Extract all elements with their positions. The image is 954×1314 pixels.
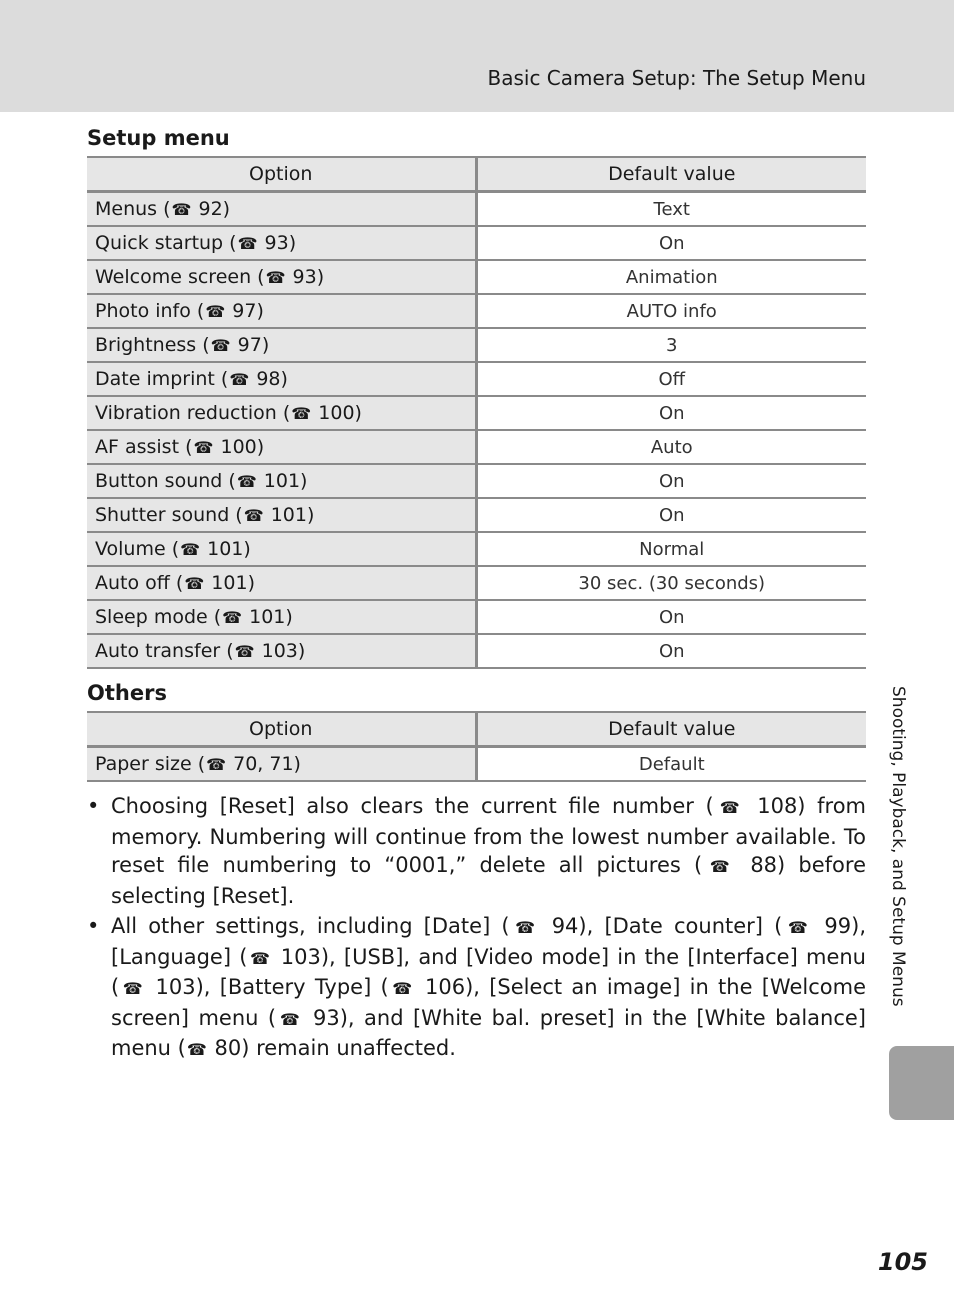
option-cell [87,192,476,227]
page-ref-icon: ☎ [222,608,243,627]
option-name: Vibration reduction ( [95,402,291,424]
option-name: Photo info ( [95,300,205,322]
default-value-cell: On [476,498,866,532]
option-cell [87,226,476,260]
option-name: Shutter sound ( [95,504,243,526]
table-row [87,396,866,430]
option-name: Button sound ( [95,470,236,492]
note-text: All other settings, including [Date] ( [111,914,510,938]
option-page-ref: 103) [255,640,306,662]
note-item [87,912,866,1065]
option-page-ref: 101) [257,470,308,492]
section-thumb-tab [889,1046,954,1120]
option-name: Paper size ( [95,753,206,775]
page-ref-icon: ☎ [265,268,286,287]
table-row [87,634,866,668]
table-header-row [87,157,866,192]
notes-list [87,792,866,1065]
page-ref-icon: ☎ [389,979,415,998]
default-value-cell: On [476,226,866,260]
page-ref-icon: ☎ [206,755,227,774]
page-content [87,124,866,1067]
option-name: Sleep mode ( [95,606,222,628]
option-page-ref: 101) [243,606,293,628]
note-text: 99), [Language] ( [111,914,867,969]
page-ref-icon: ☎ [703,857,737,876]
option-cell [87,396,476,430]
default-value-cell: 30 sec. (30 seconds) [476,566,866,600]
table-row [87,226,866,260]
table-row [87,464,866,498]
page-ref-icon: ☎ [229,370,250,389]
setup-menu-table [87,156,866,669]
note-text: 103), [Battery Type] ( [146,975,389,999]
table-row [87,532,866,566]
default-value-cell: On [476,464,866,498]
column-header-default: Default value [476,157,866,192]
table-row [87,328,866,362]
header-band [0,0,954,112]
page-ref-icon: ☎ [236,472,257,491]
note-text: Choosing [Reset] also clears the current file number ( [111,794,714,818]
running-header: Basic Camera Setup: The Setup Menu [487,66,866,90]
page-ref-icon: ☎ [243,506,264,525]
page-ref-icon: ☎ [234,642,255,661]
default-value-cell: 3 [476,328,866,362]
option-page-ref: 101) [201,538,251,560]
table-row [87,362,866,396]
option-cell [87,566,476,600]
others-heading: Others [87,681,167,705]
option-name: Date imprint ( [95,368,229,390]
page-ref-icon: ☎ [237,234,258,253]
note-text: 94), [Date counter] ( [540,914,783,938]
default-value-cell: Text [476,192,866,227]
option-page-ref: 97) [231,334,270,356]
option-cell [87,532,476,566]
option-cell [87,747,476,782]
page-ref-icon: ☎ [248,948,272,968]
page-ref-icon: ☎ [193,438,214,457]
note-text: 108) from memory. Numbering will continue from the lowest number available. To reset file numbering to “0001,” delete all pictures ( [111,794,866,877]
option-name: AF assist ( [95,436,193,458]
page-ref-icon: ☎ [171,200,192,219]
option-cell [87,634,476,668]
option-name: Menus ( [95,198,171,220]
page-ref-icon: ☎ [291,404,312,423]
option-cell [87,362,476,396]
option-cell [87,294,476,328]
page-ref-icon: ☎ [277,1009,303,1029]
page-ref-icon: ☎ [120,979,146,998]
default-value-cell: On [476,634,866,668]
page-ref-icon: ☎ [180,540,201,559]
default-value-cell: On [476,600,866,634]
note-text: 103), [USB], and [Video mode] in the [Interface] menu ( [111,944,866,999]
option-page-ref: 93) [258,232,297,254]
page-ref-icon: ☎ [714,798,745,817]
setup-table-body [87,192,866,669]
page-ref-icon: ☎ [184,574,205,593]
default-value-cell: AUTO info [476,294,866,328]
option-name: Volume ( [95,538,180,560]
note-text: 88) before selecting [Reset]. [111,853,866,908]
option-page-ref: 92) [192,198,231,220]
page-ref-icon: ☎ [783,918,813,937]
note-item [87,792,866,910]
table-header-row [87,712,866,747]
page-ref-icon: ☎ [186,1040,207,1059]
option-name: Auto transfer ( [95,640,234,662]
table-row [87,192,866,227]
option-cell [87,464,476,498]
option-cell [87,498,476,532]
option-page-ref: 93) [286,266,325,288]
others-table [87,711,866,782]
column-header-default: Default value [476,712,866,747]
page-number: 105 [877,1248,928,1276]
setup-menu-heading: Setup menu [87,126,230,150]
table-row [87,747,866,782]
page-ref-icon: ☎ [205,302,226,321]
side-section-label: Shooting, Playback, and Setup Menus [888,686,908,1007]
note-text: 80) remain unaffected. [207,1036,456,1060]
table-row [87,260,866,294]
option-cell [87,430,476,464]
table-row [87,498,866,532]
page-ref-icon: ☎ [510,918,540,937]
option-page-ref: 100) [312,402,362,424]
option-name: Brightness ( [95,334,210,356]
table-row [87,600,866,634]
option-page-ref: 97) [226,300,264,322]
default-value-cell: Normal [476,532,866,566]
default-value-cell: On [476,396,866,430]
others-table-body [87,747,866,782]
default-value-cell: Auto [476,430,866,464]
table-row [87,294,866,328]
option-name: Welcome screen ( [95,266,265,288]
column-header-option: Option [87,712,476,747]
option-page-ref: 101) [264,504,315,526]
default-value-cell: Default [476,747,866,782]
option-page-ref: 100) [214,436,265,458]
page-ref-icon: ☎ [210,336,231,355]
column-header-option: Option [87,157,476,192]
option-page-ref: 98) [250,368,288,390]
table-row [87,430,866,464]
option-cell [87,600,476,634]
option-cell [87,260,476,294]
table-row [87,566,866,600]
option-name: Quick startup ( [95,232,237,254]
default-value-cell: Animation [476,260,866,294]
default-value-cell: Off [476,362,866,396]
option-page-ref: 101) [205,572,255,594]
option-cell [87,328,476,362]
option-page-ref: 70, 71) [227,753,301,775]
note-text: 106), [Select an image] in the [Welcome screen] menu ( [111,975,866,1030]
option-name: Auto off ( [95,572,184,594]
note-text: 93), and [White bal. preset] in the [White balance] menu ( [111,1005,866,1060]
